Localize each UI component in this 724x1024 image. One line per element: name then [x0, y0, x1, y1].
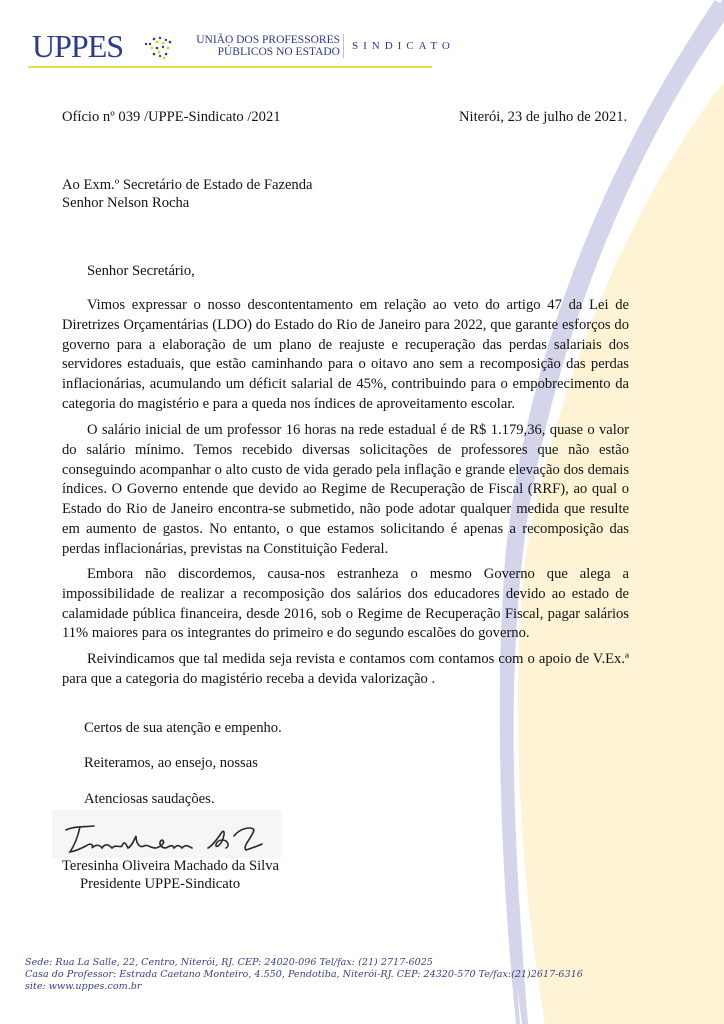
logo-line-2: PÚBLICOS NO ESTADO [217, 46, 340, 58]
signature-block [52, 810, 282, 900]
header-rule [28, 66, 432, 68]
logo-divider [343, 34, 344, 58]
body-paragraph-1: Vimos expressar o nosso descontentamento em relação ao veto do artigo 47 da Lei de Diretrizes Orçamentárias (LDO) do Estado do Rio de Janeiro para 2022, que garante esforços do governo para a elaboração de um plano de reajuste e recuperação das perdas salariais dos servidores estaduais, que estão caminhando para o oitavo ano sem a recomposição das perdas inflacionárias, acumulando um déficit salarial de 45%, contribuindo para o empobrecimento da categoria do magistério e para a queda nos índices de aproveitamento escolar. [62, 297, 629, 412]
handwritten-signature [62, 818, 272, 858]
closing-line-2: Reiteramos, ao ensejo, nossas [84, 755, 258, 771]
recipient-title: Ao Exm.º Secretário de Estado de Fazenda [62, 177, 313, 193]
logo-line-1: UNIÃO DOS PROFESSORES [196, 34, 340, 46]
uppes-logo [32, 28, 455, 68]
recipient-name: Senhor Nelson Rocha [62, 195, 190, 211]
logo-wordmark: UPPES [32, 28, 124, 64]
closing-line-1: Certos de sua atenção e empenho. [84, 720, 282, 736]
salutation: Senhor Secretário, [87, 263, 195, 279]
footer-address [25, 957, 583, 994]
footer-website: site: www.uppes.com.br [25, 981, 142, 993]
place-date: Niterói, 23 de julho de 2021. [459, 109, 628, 125]
document-reference: Ofício nº 039 /UPPE-Sindicato /2021 [62, 109, 281, 125]
signatory-title: Presidente UPPE-Sindicato [80, 876, 241, 892]
footer-casa-do-professor: Casa do Professor: Estrada Caetano Monteiro, 4.550, Pendotiba, Niterói-RJ. CEP: 24320-570 Te/fax:(21)2617-6316 [25, 969, 583, 981]
signatory-name: Teresinha Oliveira Machado da Silva [62, 858, 279, 874]
closing-line-3: Atenciosas saudações. [84, 791, 215, 807]
logo-union-text [178, 34, 340, 58]
stars-icon [142, 34, 176, 60]
footer-headquarters: Sede: Rua La Salle, 22, Centro, Niterói, RJ. CEP: 24020-096 Tel/fax: (21) 2717-6025 [25, 957, 433, 968]
body-paragraph-2: O salário inicial de um professor 16 horas na rede estadual é de R$ 1.179,36, quase o valor do salário mínimo. Temos recebido diversas solicitações de professores que não estão conseguindo acompanhar o alto custo de vida gerado pela inflação e grande elevação dos demais índices. O Governo entende que devido ao Regime de Recuperação de Fiscal (RRF), ao qual o Estado do Rio de Janeiro encontra-se submetido, não pode adotar qualquer medida que resulte em aumento de gastos. No entanto, o que estamos solicitando é apenas a recomposição das perdas inflacionárias, previstas na Constituição Federal. [62, 422, 629, 557]
logo-tag: SINDICATO [352, 40, 455, 52]
body-paragraph-3: Embora não discordemos, causa-nos estranheza o mesmo Governo que alega a impossibilidade de realizar a recomposição dos salários dos educadores devido ao estado de calamidade pública financeira, desde 2016, sob o Regime de Recuperação Fiscal, pagar salários 11% maiores para os integrantes do primeiro e do segundo escalões do governo. [62, 566, 629, 642]
body-paragraph-4: Reivindicamos que tal medida seja revista e contamos com contamos com o apoio de V.Ex.ª para que a categoria do magistério receba a devida valorização . [62, 651, 629, 687]
